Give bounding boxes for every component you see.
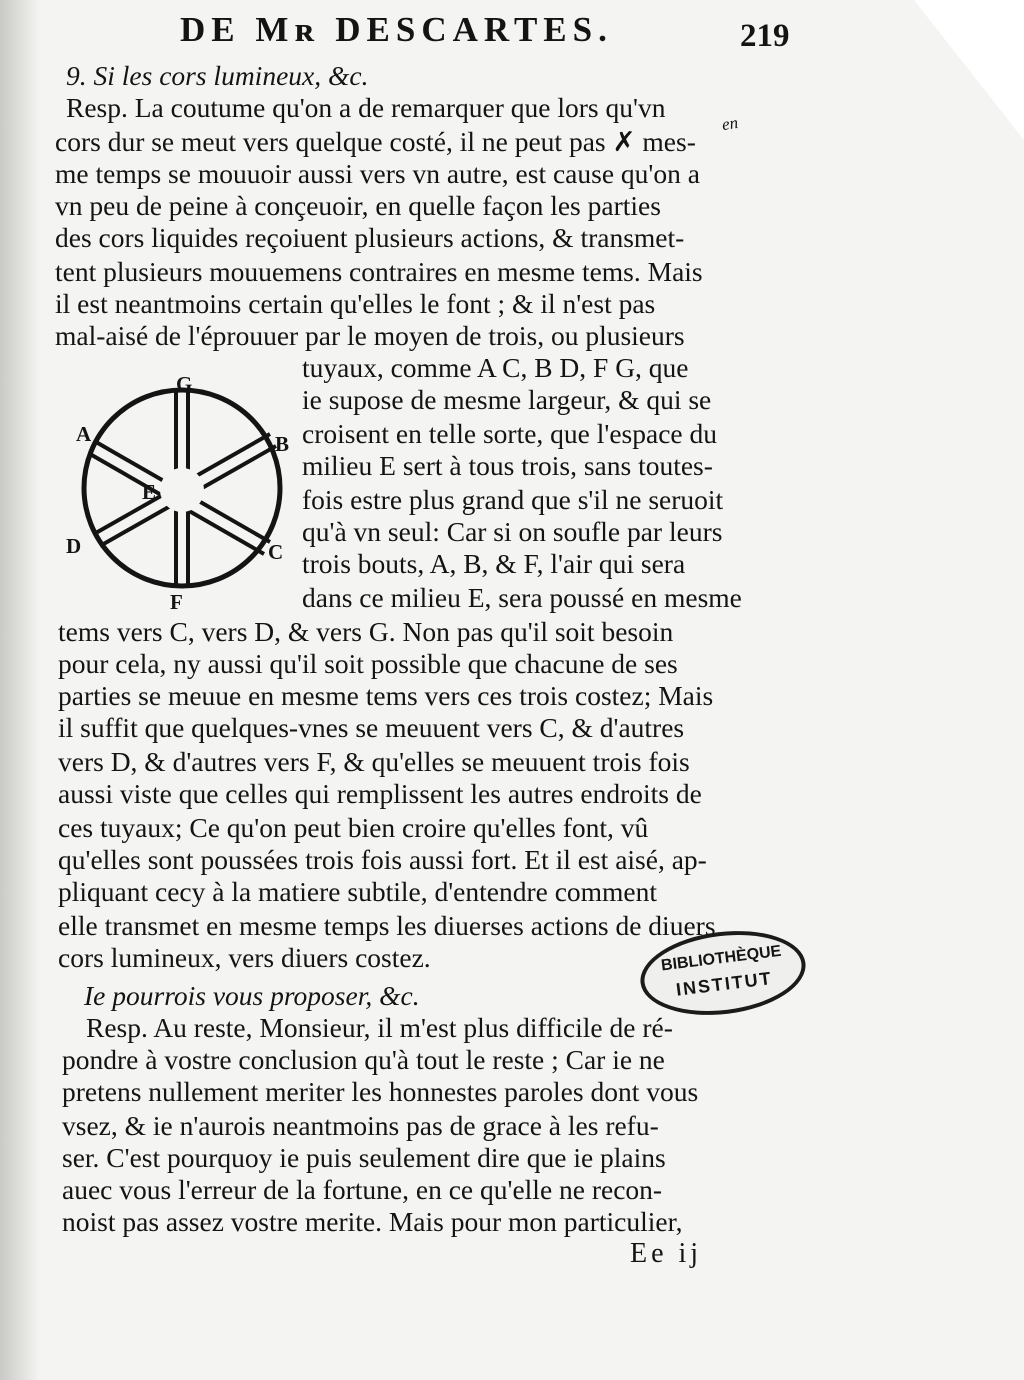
text-line: mal-aisé de l'éprouuer par le moyen de trois, ou plusieurs	[55, 320, 685, 351]
tube-diagram-drawing	[60, 360, 300, 610]
text-line: noist pas assez vostre merite. Mais pour mon particulier,	[62, 1206, 683, 1237]
text-line: me temps se mouuoir aussi vers vn autre, est cause qu'on a	[55, 158, 700, 189]
label-c: C	[268, 540, 284, 564]
text-line: parties se meuue en mesme tems vers ces trois costez; Mais	[58, 680, 714, 711]
binding-shadow	[0, 0, 40, 1380]
label-g: G	[176, 372, 193, 396]
handwritten-emendation: en	[720, 112, 740, 135]
text-line: milieu E sert à tous trois, sans toutes-	[302, 450, 713, 481]
text-line: pliquant cecy à la matiere subtile, d'entendre comment	[58, 876, 658, 907]
text-line: ie supose de mesme largeur, & qui se	[302, 384, 712, 415]
text-line: ces tuyaux; Ce qu'on peut bien croire qu'elles font, vû	[58, 812, 649, 843]
text-line: pondre à vostre conclusion qu'à tout le reste ; Car ie ne	[62, 1044, 665, 1075]
text-line: qu'elles sont poussées trois fois aussi fort. Et il est aisé, ap-	[58, 844, 707, 875]
text-line: fois estre plus grand que s'il ne seruoit	[302, 484, 724, 515]
text-line: tems vers C, vers D, & vers G. Non pas qu'il soit besoin	[58, 616, 674, 647]
page-number: 219	[740, 18, 790, 54]
text-line: ser. C'est pourquoy ie puis seulement dire que ie plains	[62, 1142, 666, 1173]
stamp-top-text: BIBLIOTHÈQUE	[660, 942, 783, 975]
text-line: pretens nullement meriter les honnestes paroles dont vous	[62, 1076, 699, 1107]
text-line: tuyaux, comme A C, B D, F G, que	[302, 352, 689, 383]
text-line: dans ce milieu E, sera poussé en mesme	[302, 582, 742, 613]
torn-corner	[914, 0, 1024, 140]
text-line: trois bouts, A, B, & F, l'air qui sera	[302, 548, 686, 579]
text-line: tent plusieurs mouuemens contraires en mesme tems. Mais	[55, 256, 703, 287]
text-line: auec vous l'erreur de la fortune, en ce qu'elle ne recon-	[62, 1174, 663, 1205]
running-title: DE Mʀ DESCARTES.	[180, 10, 613, 49]
label-d: D	[66, 534, 82, 558]
question-heading: 9. Si les cors lumineux, &c.	[66, 60, 369, 91]
text-line: aussi viste que celles qui remplissent les autres endroits de	[58, 778, 702, 809]
text-line: vsez, & ie n'aurois neantmoins pas de grace à les refu-	[62, 1110, 659, 1141]
question-heading: Ie pourrois vous proposer, &c.	[84, 980, 420, 1011]
text-line: vn peu de peine à conçeuoir, en quelle façon les parties	[55, 190, 661, 221]
label-a: A	[76, 422, 92, 446]
label-f: F	[170, 590, 183, 614]
text-line: qu'à vn seul: Car si on soufle par leurs	[302, 516, 723, 547]
text-line: croisent en telle sorte, que l'espace du	[302, 418, 717, 449]
text-line: Resp. Au reste, Monsieur, il m'est plus difficile de ré-	[86, 1012, 673, 1043]
label-b: B	[275, 432, 290, 456]
text-line: pour cela, ny aussi qu'il soit possible que chacune de ses	[58, 648, 678, 679]
center-space	[160, 468, 204, 512]
stamp-bottom-text: INSTITUT	[674, 968, 774, 1000]
text-line: elle transmet en mesme temps les diuerses actions de diuers	[58, 910, 716, 941]
signature-mark: Ee ij	[630, 1238, 703, 1269]
text-line: cors lumineux, vers diuers costez.	[58, 942, 431, 973]
text-line: vers D, & d'autres vers F, & qu'elles se meuuent trois fois	[58, 746, 690, 777]
label-e: E	[142, 480, 157, 504]
text-line: il est neantmoins certain qu'elles le font ; & il n'est pas	[55, 288, 656, 319]
text-line: cors dur se meut vers quelque costé, il ne peut pas ✗ mes-	[55, 126, 696, 157]
text-line: des cors liquides reçoiuent plusieurs actions, & transmet-	[55, 222, 685, 253]
tube-diagram	[60, 360, 300, 614]
text-line: il suffit que quelques-vnes se meuuent vers C, & d'autres	[58, 712, 685, 743]
text-line: Resp. La coutume qu'on a de remarquer que lors qu'vn	[66, 92, 666, 123]
